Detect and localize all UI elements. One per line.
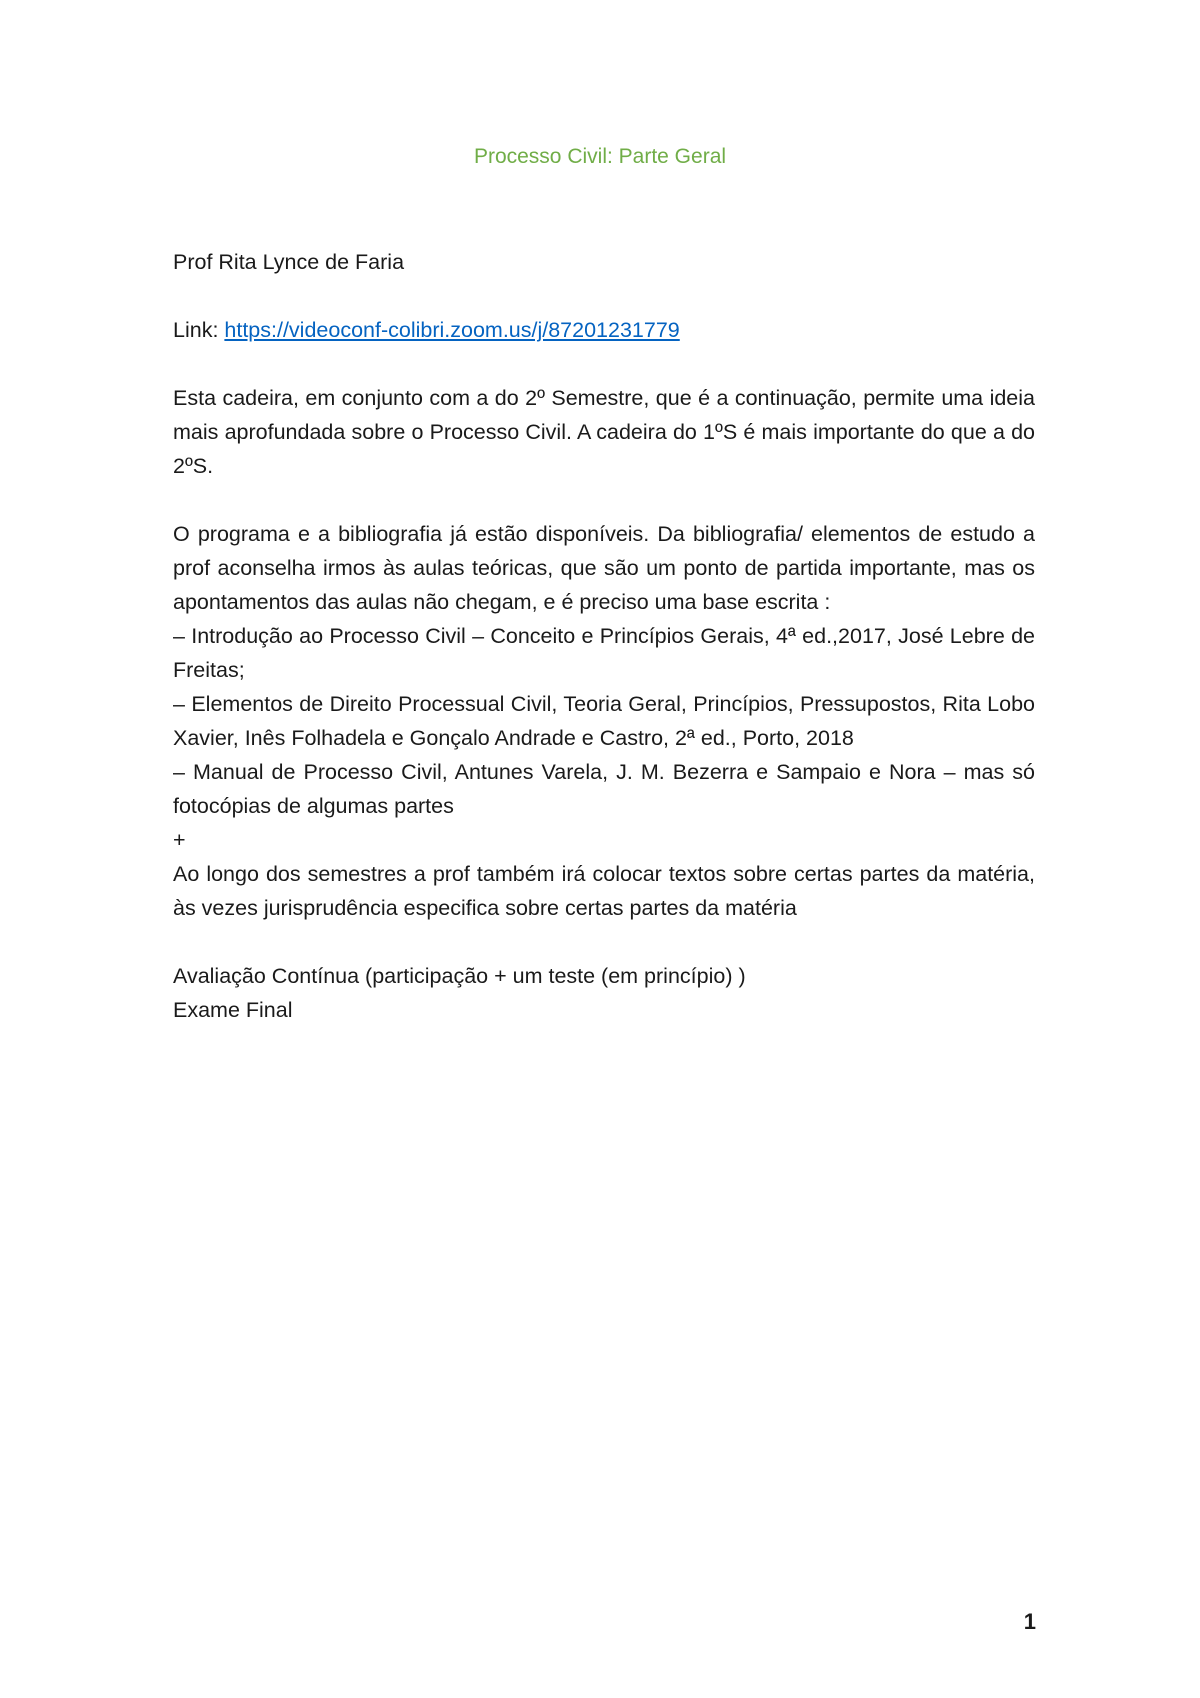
evaluation-line: Avaliação Contínua (participação + um teste (em princípio) ): [173, 964, 746, 988]
spacer: [173, 483, 1035, 517]
intro-paragraph: Esta cadeira, em conjunto com a do 2º Semestre, que é a continuação, permite uma ideia mais aprofundada sobre o Processo Civil. A cadeira do 1ºS é mais importante do que a do 2ºS.: [173, 386, 1035, 478]
spacer: [173, 279, 1035, 313]
plus-sign: +: [173, 828, 186, 852]
document-body: [173, 245, 1035, 1027]
bibliography-item: – Elementos de Direito Processual Civil, Teoria Geral, Princípios, Pressupostos, Rita Lobo Xavier, Inês Folhadela e Gonçalo Andrade e Castro, 2ª ed., Porto, 2018: [173, 692, 1035, 750]
document-title: Processo Civil: Parte Geral: [473, 145, 727, 168]
bibliography-item: – Introdução ao Processo Civil – Conceito e Princípios Gerais, 4ª ed.,2017, José Lebre de Freitas;: [173, 624, 1035, 682]
spacer: [173, 347, 1035, 381]
page-number: 1: [1023, 1609, 1036, 1634]
bibliography-intro: O programa e a bibliografia já estão disponíveis. Da bibliografia/ elementos de estudo a prof aconselha irmos às aulas teóricas, que são um ponto de partida importante, mas os apontamentos das aulas não chegam, e é preciso uma base escrita :: [173, 522, 1035, 614]
spacer: [173, 925, 1035, 959]
exam-line: Exame Final: [173, 998, 293, 1022]
link-line: [173, 313, 1035, 347]
professor-name: Prof Rita Lynce de Faria: [173, 250, 405, 274]
texts-note: Ao longo dos semestres a prof também irá colocar textos sobre certas partes da matéria, às vezes jurisprudência especifica sobre certas partes da matéria: [173, 862, 1035, 920]
link-label: Link:: [173, 318, 225, 342]
zoom-link[interactable]: https://videoconf-colibri.zoom.us/j/87201231779: [224, 318, 680, 342]
bibliography-item: – Manual de Processo Civil, Antunes Varela, J. M. Bezerra e Sampaio e Nora – mas só fotocópias de algumas partes: [173, 760, 1035, 818]
